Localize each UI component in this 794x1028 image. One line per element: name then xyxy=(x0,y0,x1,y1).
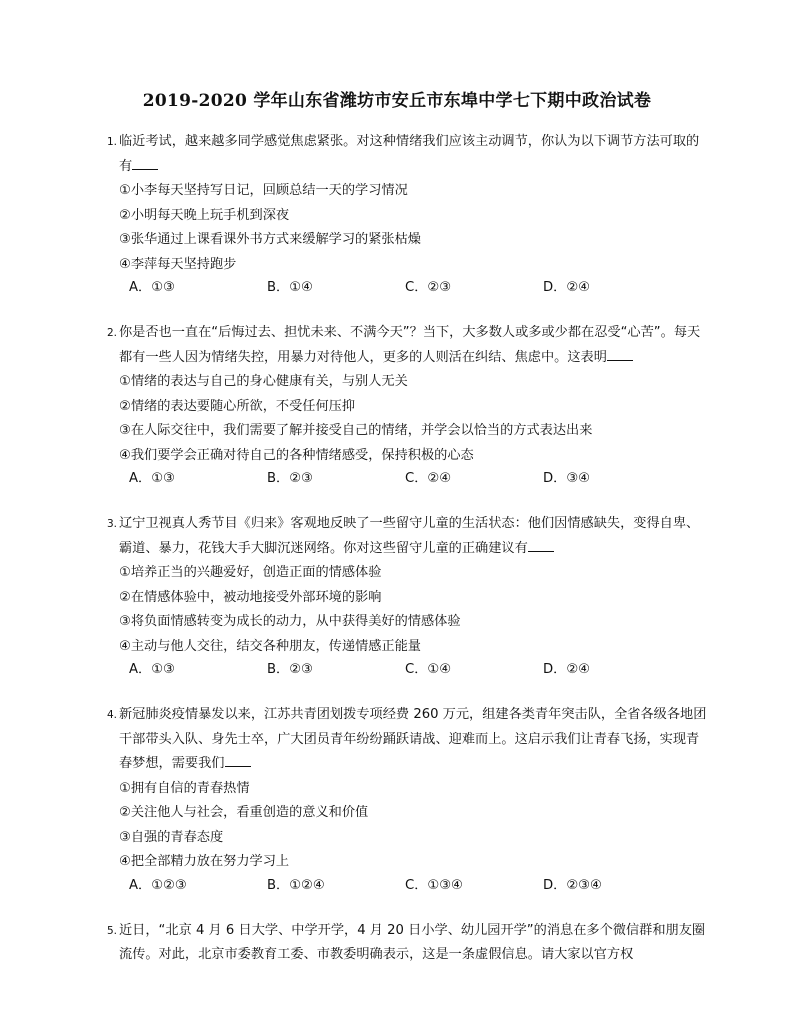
statement-item: ①情绪的表达与自己的身心健康有关，与别人无关 xyxy=(119,374,408,389)
answer-option[interactable]: A．①③ xyxy=(129,280,175,295)
answer-option[interactable]: C．①③④ xyxy=(405,877,463,893)
question-text: 辽宁卫视真人秀节目《归来》客观地反映了一些留守儿童的生活状态：他们因情感缺失，变得自卑、霸道、暴力，花钱大手大脚沉迷网络。你对这些留守儿童的正确建议有 xyxy=(119,516,700,556)
answer-option[interactable]: D．②④ xyxy=(543,662,590,677)
question-stem xyxy=(107,703,707,777)
question-number: 1. xyxy=(107,136,118,148)
statement-item: ②在情感体验中，被动地接受外部环境的影响 xyxy=(119,589,382,605)
answer-option[interactable]: C．②③ xyxy=(405,280,452,295)
question-stem xyxy=(107,130,707,179)
answer-blank[interactable] xyxy=(607,348,633,361)
question-3 xyxy=(107,512,707,681)
statement-item: ①拥有自信的青春热情 xyxy=(119,780,250,796)
question-2 xyxy=(107,321,707,490)
question-text: 新冠肺炎疫情暴发以来，江苏共青团划拨专项经费 260 万元，组建各类青年突击队，全省各级各地团干部带头入队、身先士卒，广大团员青年纷纷踊跃请战、迎难而上。这启示我们让青春飞扬，实现青春梦想，需要我们 xyxy=(119,707,707,771)
question-stem xyxy=(107,512,707,561)
question-stem xyxy=(107,321,707,370)
statement-item: ③张华通过上课看课外书方式来缓解学习的紧张枯燥 xyxy=(119,232,421,247)
question-1 xyxy=(107,130,707,299)
answer-blank[interactable] xyxy=(225,754,251,767)
question-5 xyxy=(107,919,707,968)
question-number: 5. xyxy=(107,924,118,937)
statement-item: ②关注他人与社会，看重创造的意义和价值 xyxy=(119,805,369,820)
answer-option[interactable]: A．①③ xyxy=(129,471,175,486)
answer-option[interactable]: B．②③ xyxy=(267,471,313,486)
answer-option[interactable]: B．①④ xyxy=(267,280,313,295)
statement-item: ③将负面情感转变为成长的动力，从中获得美好的情感体验 xyxy=(119,614,461,629)
answer-option[interactable]: B．②③ xyxy=(267,662,313,677)
answer-options xyxy=(107,875,707,897)
question-list xyxy=(107,130,707,990)
question-number: 3. xyxy=(107,518,118,530)
answer-options xyxy=(107,659,707,681)
answer-option[interactable]: A．①②③ xyxy=(129,877,187,893)
question-number: 4. xyxy=(107,709,118,721)
answer-option[interactable]: C．①④ xyxy=(405,662,452,677)
question-text: 近日，“北京 4 月 6 日大学、中学开学，4 月 20 日小学、幼儿园开学”的消息在多个微信群和朋友圈流传。对此，北京市委教育工委、市教委明确表示，这是一条虚假信息。请大家以官方权 xyxy=(119,922,706,962)
answer-option[interactable]: D．②④ xyxy=(543,280,590,295)
statement-item: ②情绪的表达要随心所欲，不受任何压抑 xyxy=(119,398,356,414)
answer-option[interactable]: D．②③④ xyxy=(543,877,602,893)
statement-item: ④把全部精力放在努力学习上 xyxy=(119,854,290,869)
question-number: 2. xyxy=(107,327,118,339)
question-stem xyxy=(107,919,707,968)
answer-option[interactable]: A．①③ xyxy=(129,662,175,677)
statement-item: ①培养正当的兴趣爱好，创造正面的情感体验 xyxy=(119,565,382,580)
answer-blank[interactable] xyxy=(132,157,158,170)
question-text: 你是否也一直在“后悔过去、担忧未来、不满今天”？当下，大多数人或多或少都在忍受“心苦”。每天都有一些人因为情绪失控，用暴力对待他人，更多的人则活在纠结、焦虑中。这表明 xyxy=(119,325,701,365)
statement-item: ①小李每天坚持写日记，回顾总结一天的学习情况 xyxy=(119,183,408,198)
answer-blank[interactable] xyxy=(528,539,554,552)
answer-options xyxy=(107,468,707,490)
answer-option[interactable]: C．②④ xyxy=(405,471,452,486)
page-title: 2019-2020 学年山东省潍坊市安丘市东埠中学七下期中政治试卷 xyxy=(142,91,652,111)
statement-item: ②小明每天晚上玩手机到深夜 xyxy=(119,207,290,223)
question-text: 临近考试，越来越多同学感觉焦虑紧张。对这种情绪我们应该主动调节，你认为以下调节方法可取的有 xyxy=(119,134,700,174)
statement-item: ④李萍每天坚持跑步 xyxy=(119,256,237,272)
statement-item: ④主动与他人交往，结交各种朋友，传递情感正能量 xyxy=(119,638,421,654)
answer-options xyxy=(107,277,707,299)
answer-option[interactable]: D．③④ xyxy=(543,471,590,486)
answer-option[interactable]: B．①②④ xyxy=(267,877,325,893)
statement-item: ③在人际交往中，我们需要了解并接受自己的情绪，并学会以恰当的方式表达出来 xyxy=(119,423,593,438)
statement-item: ④我们要学会正确对待自己的各种情绪感受，保持积极的心态 xyxy=(119,447,474,463)
question-4 xyxy=(107,703,707,897)
statement-item: ③自强的青春态度 xyxy=(119,829,224,845)
